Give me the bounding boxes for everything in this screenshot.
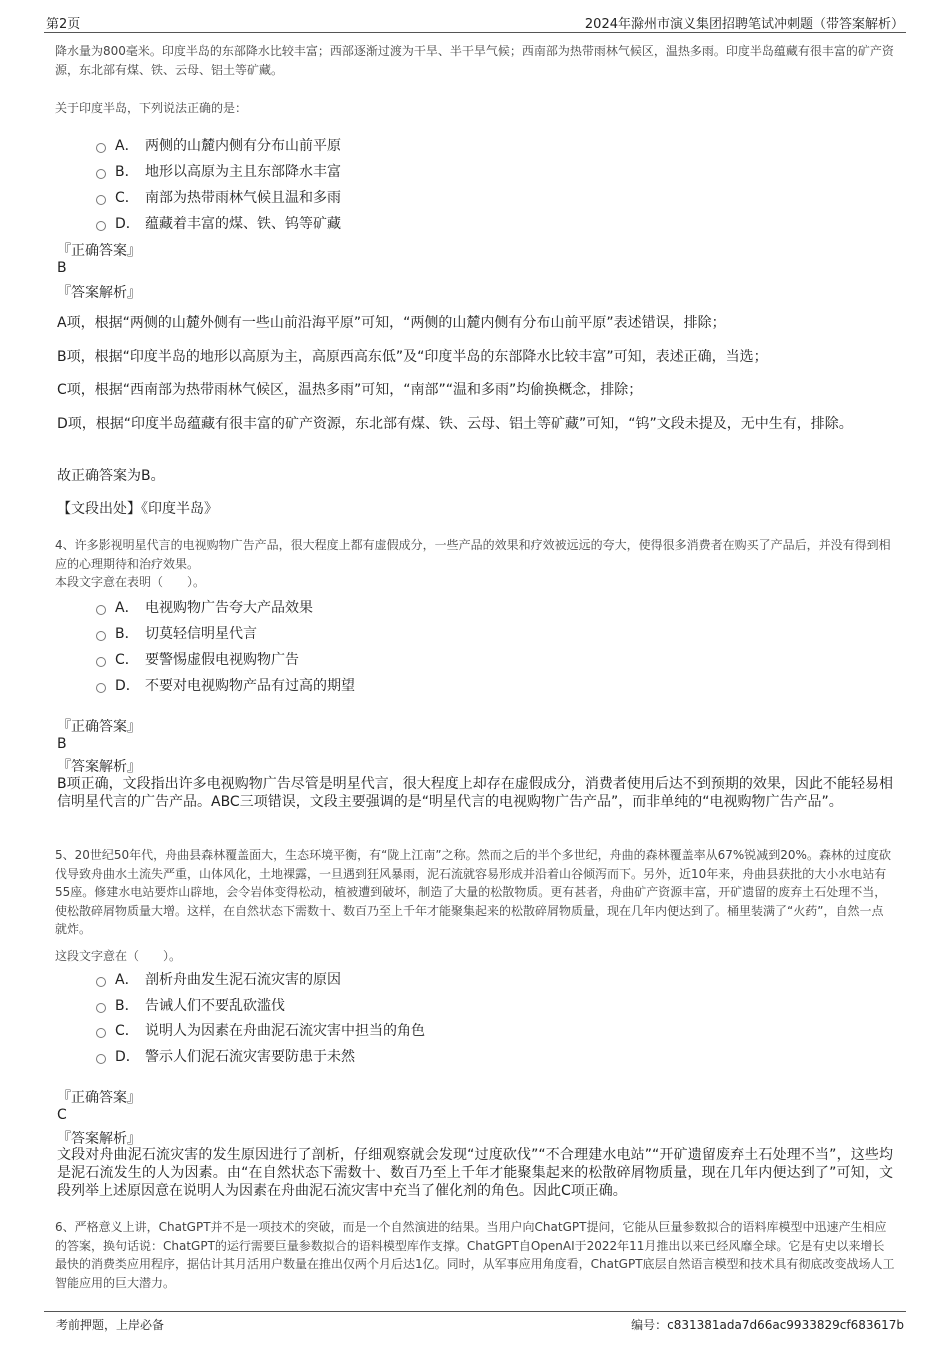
q5-option-b[interactable]: B． 告诫人们不要乱砍滥伐	[96, 995, 285, 1017]
radio-icon[interactable]	[96, 657, 106, 667]
q3-option-d[interactable]: D． 蕴藏着丰富的煤、铁、钨等矿藏	[96, 213, 341, 235]
q3-analysis-d: D项，根据“印度半岛蕴藏有很丰富的矿产资源，东北部有煤、铁、云母、铝土等矿藏”可知，“钨”文段未提及，无中生有，排除。	[57, 416, 853, 432]
q5-passage: 5、20世纪50年代，舟曲县森林覆盖面大，生态环境平衡，有“陇上江南”之称。然而之后的半个多世纪，舟曲的森林覆盖率从67%锐减到20%。森林的过度砍伐导致舟曲水土流失严重，山体风化，土地裸露，一旦遇到狂风暴雨，泥石流就容易形成并沿着山谷倾泻而下。另外，近10年来，舟曲县获批的大小水电站有55座。修建水电站要炸山辟地，会令岩体变得松动，植被遭到破坏，制造了大量的松散物质。更有甚者，舟曲矿产资源丰富，开矿遗留的废弃土石处理不当，使松散碎屑物质量大增。这样，在自然状态下需数十、数百乃至上千年才能聚集起来的松散碎屑物质量，现在几年内便达到了。桶里装满了“火药”，自然一点就炸。	[55, 848, 891, 936]
footer-slogan: 考前押题，上岸必备	[56, 1318, 165, 1332]
radio-icon[interactable]	[96, 977, 106, 987]
q4-option-d[interactable]: D． 不要对电视购物产品有过高的期望	[96, 675, 355, 697]
q3-question: 关于印度半岛，下列说法正确的是：	[55, 101, 248, 115]
q3-conclusion: 故正确答案为B。	[57, 468, 165, 484]
q5-analysis-label: 『答案解析』	[57, 1131, 141, 1147]
q3-analysis-label: 『答案解析』	[57, 285, 141, 301]
radio-icon[interactable]	[96, 1028, 106, 1038]
q4-analysis: B项正确，文段指出许多电视购物广告尽管是明星代言，很大程度上却存在虚假成分，消费者使用后达不到预期的效果，因此不能轻易相信明星代言的广告产品。ABC三项错误，文段主要强调的是“明星代言的电视购物广告产品”，而非单纯的“电视购物广告产品”。	[57, 776, 893, 810]
q5-question: 这段文字意在（ ）。	[55, 949, 182, 963]
q5-answer-label: 『正确答案』	[57, 1090, 141, 1106]
q5-option-d[interactable]: D． 警示人们泥石流灾害要防患于未然	[96, 1046, 355, 1068]
q3-answer-label: 『正确答案』	[57, 243, 141, 259]
radio-icon[interactable]	[96, 1054, 106, 1064]
radio-icon[interactable]	[96, 683, 106, 693]
q4-option-a[interactable]: A． 电视购物广告夸大产品效果	[96, 597, 313, 619]
radio-icon[interactable]	[96, 221, 106, 231]
page-number: 第2页	[46, 17, 81, 32]
q3-source: 【文段出处】《印度半岛》	[57, 501, 218, 517]
q4-option-b[interactable]: B． 切莫轻信明星代言	[96, 623, 257, 645]
radio-icon[interactable]	[96, 631, 106, 641]
q4-option-c[interactable]: C． 要警惕虚假电视购物广告	[96, 649, 299, 671]
radio-icon[interactable]	[96, 195, 106, 205]
q4-analysis-label: 『答案解析』	[57, 759, 141, 775]
radio-icon[interactable]	[96, 169, 106, 179]
document-id: 编号：c831381ada7d66ac9933829cf683617b	[631, 1318, 904, 1332]
q6-passage: 6、严格意义上讲，ChatGPT并不是一项技术的突破，而是一个自然演进的结果。当用户向ChatGPT提问，它能从巨量参数拟合的语料库模型中迅速产生相应的答案，换句话说：ChatGPT的运行需要巨量参数拟合的语料模型库作支撑。ChatGPT自OpenAI于2022年11月推出以来已经风靡全球。它是有史以来增长最快的消费类应用程序，据估计其月活用户数量在推出仅两个月后达1亿。同时，从军事应用角度看，ChatGPT底层自然语言模型和技术具有彻底改变战场人工智能应用的巨大潜力。	[55, 1220, 895, 1290]
radio-icon[interactable]	[96, 605, 106, 615]
q3-option-b[interactable]: B． 地形以高原为主且东部降水丰富	[96, 161, 341, 183]
q4-answer-label: 『正确答案』	[57, 719, 141, 735]
radio-icon[interactable]	[96, 143, 106, 153]
q3-analysis-b: B项，根据“印度半岛的地形以高原为主，高原西高东低”及“印度半岛的东部降水比较丰富”可知，表述正确，当选；	[57, 349, 768, 365]
q3-analysis-c: C项，根据“西南部为热带雨林气候区，温热多雨”可知，“南部”“温和多雨”均偷换概念，排除；	[57, 382, 643, 398]
q3-option-c[interactable]: C． 南部为热带雨林气候且温和多雨	[96, 187, 341, 209]
q4-answer: B	[57, 736, 67, 752]
q5-option-c[interactable]: C． 说明人为因素在舟曲泥石流灾害中担当的角色	[96, 1020, 425, 1042]
q3-answer: B	[57, 260, 67, 276]
q5-option-a[interactable]: A． 剖析舟曲发生泥石流灾害的原因	[96, 969, 341, 991]
document-title: 2024年滁州市演义集团招聘笔试冲刺题（带答案解析）	[584, 17, 904, 32]
page-header	[44, 10, 906, 33]
radio-icon[interactable]	[96, 1003, 106, 1013]
q4-question: 本段文字意在表明（ ）。	[55, 575, 206, 589]
q3-option-a[interactable]: A． 两侧的山麓内侧有分布山前平原	[96, 135, 341, 157]
q4-passage: 4、许多影视明星代言的电视购物广告产品，很大程度上都有虚假成分，一些产品的效果和疗效被远远的夸大，使得很多消费者在购买了产品后，并没有得到相应的心理期待和治疗效果。	[55, 538, 891, 571]
q5-analysis: 文段对舟曲泥石流灾害的发生原因进行了剖析，仔细观察就会发现“过度砍伐”“不合理建水电站”“开矿遗留废弃土石处理不当”，这些均是泥石流发生的人为因素。由“在自然状态下需数十、数百乃至上千年才能聚集起来的松散碎屑物质量，现在几年内便达到了”可知，文段列举上述原因意在说明人为因素在舟曲泥石流灾害中充当了催化剂的角色。因此C项正确。	[57, 1147, 893, 1199]
q3-passage-tail: 降水量为800毫米。印度半岛的东部降水比较丰富；西部逐渐过渡为干旱、半干旱气候；西南部为热带雨林气候区，温热多雨。印度半岛蕴藏有很丰富的矿产资源，东北部有煤、铁、云母、铝土等矿藏。	[55, 44, 894, 77]
q5-answer: C	[57, 1107, 67, 1123]
page-footer	[44, 1311, 906, 1336]
q3-analysis-a: A项，根据“两侧的山麓外侧有一些山前沿海平原”可知，“两侧的山麓内侧有分布山前平原”表述错误，排除；	[57, 315, 726, 331]
